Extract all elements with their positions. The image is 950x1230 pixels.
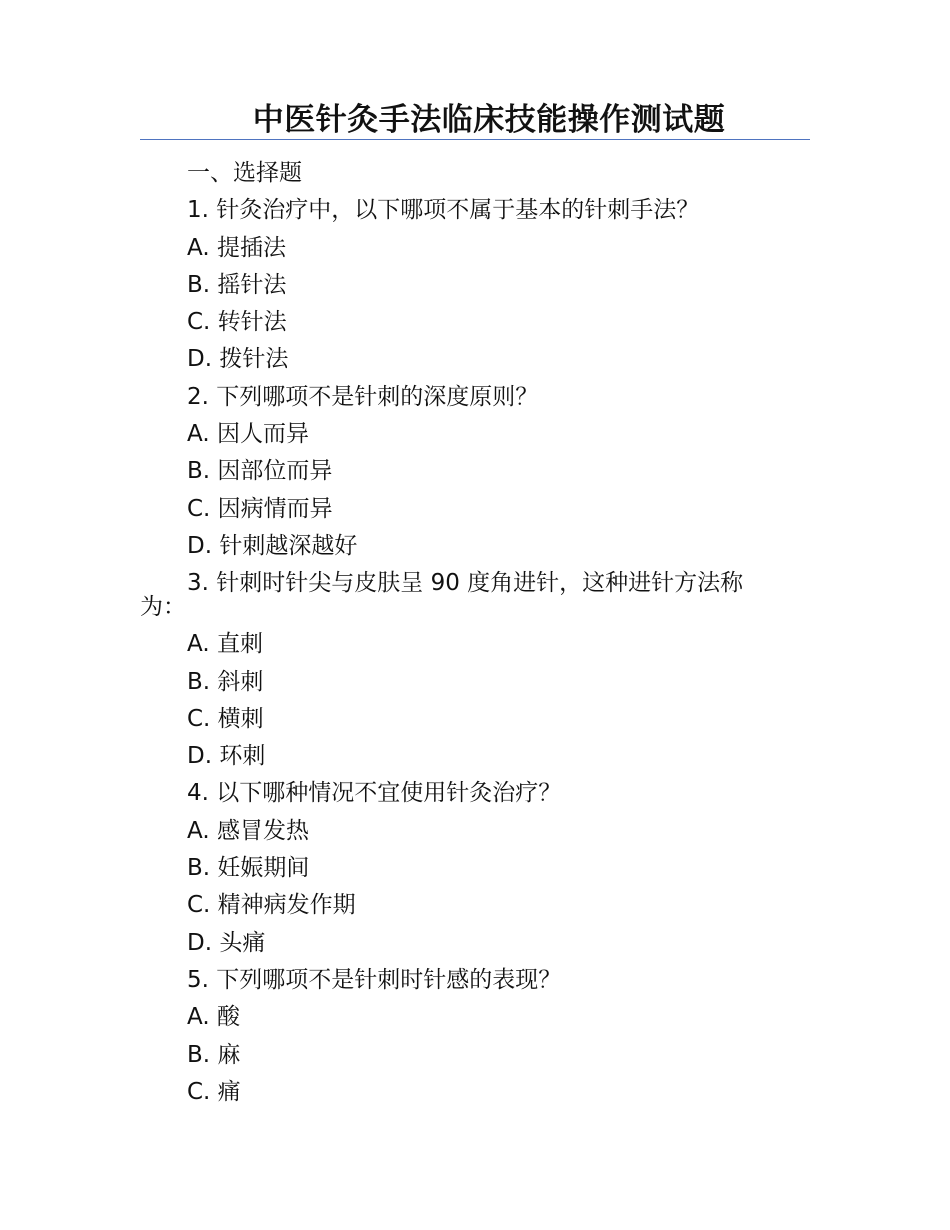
question-4: 4. 以下哪种情况不宜使用针灸治疗？ xyxy=(187,780,562,807)
document-title: 中医针灸手法临床技能操作测试题 xyxy=(252,102,726,138)
question-4-option-d: D. 头痛 xyxy=(187,929,266,956)
question-1-option-a: A. 提插法 xyxy=(187,234,286,261)
question-3-option-c: C. 横刺 xyxy=(187,705,264,732)
question-2-option-c: C. 因病情而异 xyxy=(187,495,333,522)
question-2: 2. 下列哪项不是针刺的深度原则？ xyxy=(187,383,539,410)
question-2-option-a: A. 因人而异 xyxy=(187,421,309,448)
title-underline xyxy=(140,139,810,140)
question-3-option-b: B. 斜刺 xyxy=(187,668,264,695)
question-1: 1. 针灸治疗中，以下哪项不属于基本的针刺手法？ xyxy=(187,197,700,224)
question-2-option-b: B. 因部位而异 xyxy=(187,458,333,485)
question-4-option-a: A. 感冒发热 xyxy=(187,817,309,844)
document-body xyxy=(140,155,810,1111)
question-5: 5. 下列哪项不是针刺时针感的表现？ xyxy=(187,966,562,993)
section-heading: 一、选择题 xyxy=(187,160,302,186)
question-1-option-d: D. 拨针法 xyxy=(187,346,289,373)
question-4-option-b: B. 妊娠期间 xyxy=(187,855,310,882)
question-3: 3. 针刺时针尖与皮肤呈 90 度角进针，这种进针方法称为： xyxy=(140,570,744,621)
question-5-option-a: A. 酸 xyxy=(187,1004,240,1031)
question-1-option-c: C. 转针法 xyxy=(187,309,287,336)
question-4-option-c: C. 精神病发作期 xyxy=(187,892,356,919)
question-3-option-a: A. 直刺 xyxy=(187,631,263,658)
question-2-option-d: D. 针刺越深越好 xyxy=(187,532,358,559)
question-5-option-b: B. 麻 xyxy=(187,1041,241,1068)
question-5-option-c: C. 痛 xyxy=(187,1078,241,1105)
question-3-option-d: D. 环刺 xyxy=(187,743,266,770)
question-1-option-b: B. 摇针法 xyxy=(187,271,287,298)
